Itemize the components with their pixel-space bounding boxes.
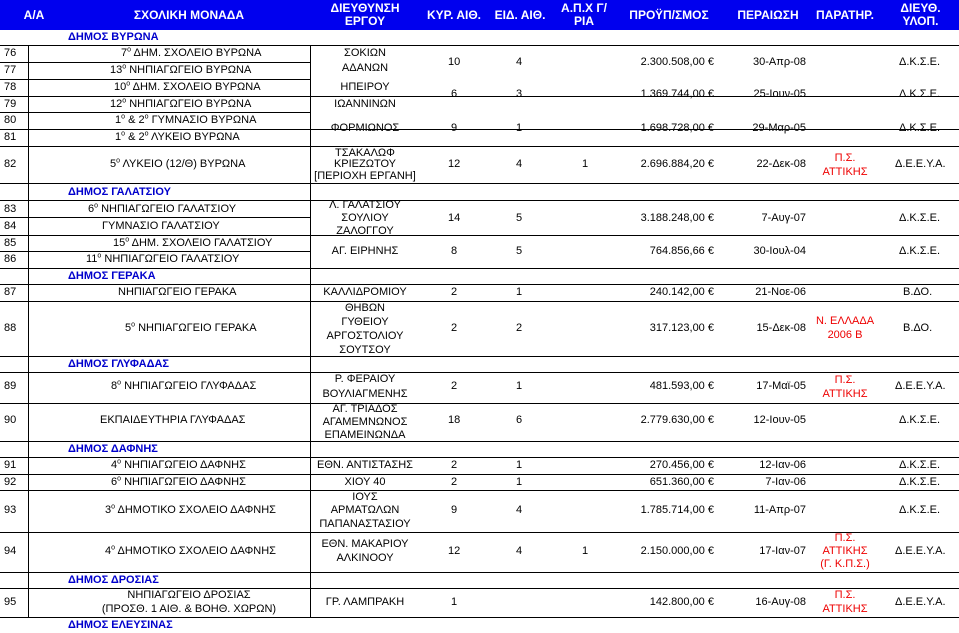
- address: ΕΘΝ. ΑΝΤΙΣΤΑΣΗΣ: [317, 459, 413, 471]
- eid-aith: 2: [516, 322, 523, 334]
- school-name: $5^o$ ΛΥΚΕΙΟ (12/Θ) ΒΥΡΩΝΑ: [110, 157, 246, 170]
- address: ΚΑΛΛΙΔΡΟΜΙΟΥ: [323, 286, 407, 298]
- address: ΒΟΥΛΙΑΓΜΕΝΗΣ: [322, 388, 408, 400]
- eid-aith: 5: [516, 245, 523, 257]
- row-aa: 87: [4, 286, 17, 298]
- kyr-aith: 2: [451, 286, 458, 298]
- completion-date: 22-Δεκ-08: [756, 158, 806, 170]
- address: ΦΟΡΜΙΩΝΟΣ: [330, 122, 400, 134]
- address: ΣΟΥΛΙΟΥ: [341, 212, 389, 224]
- dept: Δ.Κ.Σ.Ε.: [899, 88, 941, 100]
- header-kyr-aith: ΚΥΡ. ΑΙΘ.: [426, 7, 482, 22]
- row-aa: 80: [4, 114, 17, 126]
- dept: Δ.Κ.Σ.Ε.: [899, 122, 941, 134]
- dept: Δ.Κ.Σ.Ε.: [899, 245, 941, 257]
- district-label: ΔΗΜΟΣ ΕΛΕΥΣΙΝΑΣ: [68, 619, 173, 631]
- district-label: ΔΗΜΟΣ ΓΑΛΑΤΣΙΟΥ: [68, 186, 171, 198]
- address: ΤΣΑΚΑΛΩΦ: [335, 147, 395, 159]
- completion-date: 29-Μαρ-05: [752, 122, 806, 134]
- address: ΕΘΝ. ΜΑΚΑΡΙΟΥ: [321, 538, 409, 550]
- school-name: $3^o$ ΔΗΜΟΤΙΚΟ ΣΧΟΛΕΙΟ ΔΑΦΝΗΣ: [105, 503, 276, 516]
- row-aa: 79: [4, 98, 17, 110]
- dept: Δ.Κ.Σ.Ε.: [899, 504, 941, 516]
- address: ΓΡ. ΛΑΜΠΡΑΚΗ: [325, 596, 405, 608]
- row-aa: 94: [4, 545, 17, 557]
- dept: Δ.Κ.Σ.Ε.: [899, 414, 941, 426]
- dept: Β.ΔΟ.: [903, 286, 933, 298]
- header-apx: Α.Π.Χ Γ/ΡΙΑ: [561, 1, 607, 28]
- row-aa: 83: [4, 203, 17, 215]
- kyr-aith: 12: [448, 158, 461, 170]
- completion-date: 17-Μαϊ-05: [756, 380, 806, 392]
- district-label: ΔΗΜΟΣ ΔΑΦΝΗΣ: [68, 443, 158, 455]
- completion-date: 12-Ιουν-05: [753, 414, 806, 426]
- budget: 3.188.248,00 €: [640, 212, 714, 224]
- completion-date: 15-Δεκ-08: [756, 322, 806, 334]
- address: ΣΟΚΙΩΝ: [344, 47, 386, 59]
- budget: 2.779.630,00 €: [640, 414, 714, 426]
- school-name: $6^o$ ΝΗΠΙΑΓΩΓΕΙΟ ΓΑΛΑΤΣΙΟΥ: [88, 202, 237, 215]
- school-name: $1^o$ & $2^o$ ΛΥΚΕΙΟ ΒΥΡΩΝΑ: [115, 130, 240, 143]
- row-aa: 92: [4, 476, 17, 488]
- kyr-aith: 14: [448, 212, 461, 224]
- dept: Δ.Ε.Ε.Υ.Α.: [895, 380, 946, 392]
- budget: 2.150.000,00 €: [640, 545, 714, 557]
- district-label: ΔΗΜΟΣ ΒΥΡΩΝΑ: [68, 31, 159, 43]
- kyr-aith: 2: [451, 380, 458, 392]
- completion-date: 16-Αυγ-08: [755, 596, 806, 608]
- row-aa: 81: [4, 131, 17, 143]
- table-header: [0, 0, 959, 30]
- kyr-aith: 1: [451, 596, 458, 608]
- address: ΙΟΥΣ: [352, 491, 378, 503]
- dept: Δ.Κ.Σ.Ε.: [899, 56, 941, 68]
- address: [ΠΕΡΙΟΧΗ ΕΡΓΑΝΗ]: [314, 170, 416, 182]
- completion-date: 25-Ιουν-05: [753, 88, 806, 100]
- row-aa: 85: [4, 237, 17, 249]
- budget: 270.456,00 €: [649, 459, 714, 471]
- school-name: $5^o$ ΝΗΠΙΑΓΩΓΕΙΟ ΓΕΡΑΚΑ: [125, 321, 257, 334]
- completion-date: 7-Ιαν-06: [765, 476, 806, 488]
- notes: ΑΤΤΙΚΗΣ: [822, 166, 868, 178]
- row-aa: 95: [4, 596, 17, 608]
- completion-date: 30-Ιουλ-04: [753, 245, 806, 257]
- address: ΑΡΜΑΤΩΛΩΝ: [330, 504, 400, 516]
- school-name: $10^o$ ΔΗΜ. ΣΧΟΛΕΙΟ ΒΥΡΩΝΑ: [114, 80, 261, 93]
- row-aa: 89: [4, 380, 17, 392]
- row-aa: 86: [4, 253, 17, 265]
- kyr-aith: 2: [451, 476, 458, 488]
- school-name: ΕΚΠΑΙΔΕΥΤΗΡΙΑ ΓΛΥΦΑΔΑΣ: [100, 414, 246, 426]
- kyr-aith: 2: [451, 322, 458, 334]
- address: ΕΠΑΜΕΙΝΩΝΔΑ: [324, 429, 406, 441]
- district-label: ΔΗΜΟΣ ΓΛΥΦΑΔΑΣ: [68, 358, 170, 370]
- school-name: $13^o$ ΝΗΠΙΑΓΩΓΕΙΟ ΒΥΡΩΝΑ: [110, 63, 252, 76]
- address: ΑΓΑΜΕΜΝΩΝΟΣ: [322, 416, 408, 428]
- eid-aith: 1: [516, 286, 523, 298]
- school-name: $11^o$ ΝΗΠΙΑΓΩΓΕΙΟ ΓΑΛΑΤΣΙΟΥ: [86, 252, 240, 265]
- eid-aith: 5: [516, 212, 523, 224]
- budget: 317.123,00 €: [649, 322, 714, 334]
- notes: (Γ. Κ.Π.Σ.): [820, 558, 870, 570]
- budget: 1.698.728,00 €: [640, 122, 714, 134]
- header-budget: ΠΡΟΫΠ/ΣΜΟΣ: [629, 7, 709, 22]
- kyr-aith: 10: [448, 56, 461, 68]
- budget: 651.360,00 €: [649, 476, 714, 488]
- district-label: ΔΗΜΟΣ ΔΡΟΣΙΑΣ: [68, 574, 159, 586]
- completion-date: 30-Απρ-08: [753, 56, 806, 68]
- row-aa: 91: [4, 459, 17, 471]
- school-name: $12^o$ ΝΗΠΙΑΓΩΓΕΙΟ ΒΥΡΩΝΑ: [110, 97, 252, 110]
- kyr-aith: 8: [451, 245, 458, 257]
- budget: 142.800,00 €: [649, 596, 714, 608]
- address: ΠΑΠΑΝΑΣΤΑΣΙΟΥ: [319, 518, 411, 530]
- address: ΑΔΑΝΩΝ: [341, 62, 389, 74]
- row-aa: 78: [4, 81, 17, 93]
- row-aa: 88: [4, 322, 17, 334]
- budget: 1.369.744,00 €: [640, 88, 714, 100]
- notes: Π.Σ.: [834, 532, 856, 544]
- kyr-aith: 9: [451, 504, 458, 516]
- notes: Ν. ΕΛΛΑΔΑ: [815, 315, 875, 327]
- kyr-aith: 9: [451, 122, 458, 134]
- school-name: ΝΗΠΙΑΓΩΓΕΙΟ ΔΡΟΣΙΑΣ: [127, 589, 251, 601]
- address: ΖΑΛΟΓΓΟΥ: [336, 225, 394, 237]
- eid-aith: 4: [516, 158, 523, 170]
- budget: 2.300.508,00 €: [640, 56, 714, 68]
- school-name: $8^o$ ΝΗΠΙΑΓΩΓΕΙΟ ΓΛΥΦΑΔΑΣ: [111, 379, 257, 392]
- completion-date: 17-Ιαν-07: [759, 545, 806, 557]
- dept: Δ.Ε.Ε.Υ.Α.: [895, 596, 946, 608]
- header-dept: ΔΙΕΥΘ. ΥΛΟΠ.: [900, 1, 941, 28]
- notes: ΑΤΤΙΚΗΣ: [822, 545, 868, 557]
- row-aa: 76: [4, 47, 17, 59]
- notes: ΑΤΤΙΚΗΣ: [822, 603, 868, 615]
- address: ΓΥΘΕΙΟΥ: [341, 316, 389, 328]
- school-name: $1^o$ & $2^o$ ΓΥΜΝΑΣΙΟ ΒΥΡΩΝΑ: [115, 113, 257, 126]
- dept: Δ.Κ.Σ.Ε.: [899, 476, 941, 488]
- address: ΘΗΒΩΝ: [344, 302, 385, 314]
- address: ΑΓ. ΤΡΙΑΔΟΣ: [332, 403, 398, 415]
- eid-aith: 1: [516, 476, 523, 488]
- address: ΧΙΟΥ 40: [344, 476, 386, 488]
- notes: 2006 Β: [827, 329, 863, 341]
- address: ΑΡΓΟΣΤΟΛΙΟΥ: [326, 330, 404, 342]
- row-aa: 90: [4, 414, 17, 426]
- school-name: $15^o$ ΔΗΜ. ΣΧΟΛΕΙΟ ΓΑΛΑΤΣΙΟΥ: [113, 236, 273, 249]
- header-aa: Α/Α: [23, 7, 45, 22]
- dept: Δ.Ε.Ε.Υ.Α.: [895, 545, 946, 557]
- dept: Β.ΔΟ.: [903, 322, 933, 334]
- school-name: $7^o$ ΔΗΜ. ΣΧΟΛΕΙΟ ΒΥΡΩΝΑ: [121, 46, 262, 59]
- notes: Π.Σ.: [834, 152, 856, 164]
- address: ΚΡΙΕΖΩΤΟΥ: [333, 158, 397, 170]
- apx: 1: [582, 158, 589, 170]
- apx: 1: [582, 545, 589, 557]
- school-name: $6^o$ ΝΗΠΙΑΓΩΓΕΙΟ ΔΑΦΝΗΣ: [111, 475, 246, 488]
- address: ΙΩΑΝΝΙΝΩΝ: [334, 98, 396, 110]
- row-aa: 82: [4, 158, 17, 170]
- row-aa: 84: [4, 220, 17, 232]
- dept: Δ.Ε.Ε.Υ.Α.: [895, 158, 946, 170]
- completion-date: 11-Απρ-07: [753, 504, 806, 516]
- kyr-aith: 18: [448, 414, 461, 426]
- notes: ΑΤΤΙΚΗΣ: [822, 388, 868, 400]
- address: ΣΟΥΤΣΟΥ: [339, 344, 391, 356]
- eid-aith: 4: [516, 504, 523, 516]
- budget: 481.593,00 €: [649, 380, 714, 392]
- header-completion: ΠΕΡΑΙΩΣΗ: [737, 7, 799, 22]
- school-name: ΓΥΜΝΑΣΙΟ ΓΑΛΑΤΣΙΟΥ: [102, 220, 220, 232]
- row-aa: 93: [4, 504, 17, 516]
- notes: Π.Σ.: [834, 374, 856, 386]
- header-notes: ΠΑΡΑΤΗΡ.: [816, 7, 874, 22]
- eid-aith: 4: [516, 545, 523, 557]
- address: ΑΛΚΙΝΟΟΥ: [336, 552, 394, 564]
- completion-date: 7-Αυγ-07: [761, 212, 806, 224]
- budget: 2.696.884,20 €: [640, 158, 714, 170]
- address: ΑΓ. ΕΙΡΗΝΗΣ: [331, 245, 399, 257]
- budget: 1.785.714,00 €: [640, 504, 714, 516]
- kyr-aith: 6: [451, 88, 458, 100]
- header-address: ΔΙΕΥΘΥΝΣΗ ΕΡΓΟΥ: [330, 1, 400, 28]
- school-name: ΝΗΠΙΑΓΩΓΕΙΟ ΓΕΡΑΚΑ: [118, 286, 237, 298]
- school-name: $4^o$ ΔΗΜΟΤΙΚΟ ΣΧΟΛΕΙΟ ΔΑΦΝΗΣ: [105, 544, 276, 557]
- dept: Δ.Κ.Σ.Ε.: [899, 459, 941, 471]
- header-school: ΣΧΟΛΙΚΗ ΜΟΝΑΔΑ: [133, 7, 245, 22]
- eid-aith: 1: [516, 459, 523, 471]
- eid-aith: 3: [516, 88, 523, 100]
- address: Λ. ΓΑΛΑΤΣΙΟΥ: [329, 199, 401, 211]
- budget: 764.856,66 €: [649, 245, 714, 257]
- eid-aith: 1: [516, 122, 523, 134]
- address: ΗΠΕΙΡΟΥ: [340, 81, 390, 93]
- completion-date: 12-Ιαν-06: [759, 459, 806, 471]
- dept: Δ.Κ.Σ.Ε.: [899, 212, 941, 224]
- kyr-aith: 2: [451, 459, 458, 471]
- completion-date: 21-Νοε-06: [755, 286, 806, 298]
- district-label: ΔΗΜΟΣ ΓΕΡΑΚΑ: [68, 270, 156, 282]
- kyr-aith: 12: [448, 545, 461, 557]
- row-aa: 77: [4, 64, 17, 76]
- budget: 240.142,00 €: [649, 286, 714, 298]
- school-name-extra: (ΠΡΟΣΘ. 1 ΑΙΘ. & ΒΟΗΘ. ΧΩΡΩΝ): [101, 603, 277, 615]
- school-name: $4^o$ ΝΗΠΙΑΓΩΓΕΙΟ ΔΑΦΝΗΣ: [111, 458, 246, 471]
- header-eid-aith: ΕΙΔ. ΑΙΘ.: [494, 7, 546, 22]
- eid-aith: 4: [516, 56, 523, 68]
- eid-aith: 1: [516, 380, 523, 392]
- notes: Π.Σ.: [834, 589, 856, 601]
- address: Ρ. ΦΕΡΑΙΟΥ: [334, 373, 396, 385]
- eid-aith: 6: [516, 414, 523, 426]
